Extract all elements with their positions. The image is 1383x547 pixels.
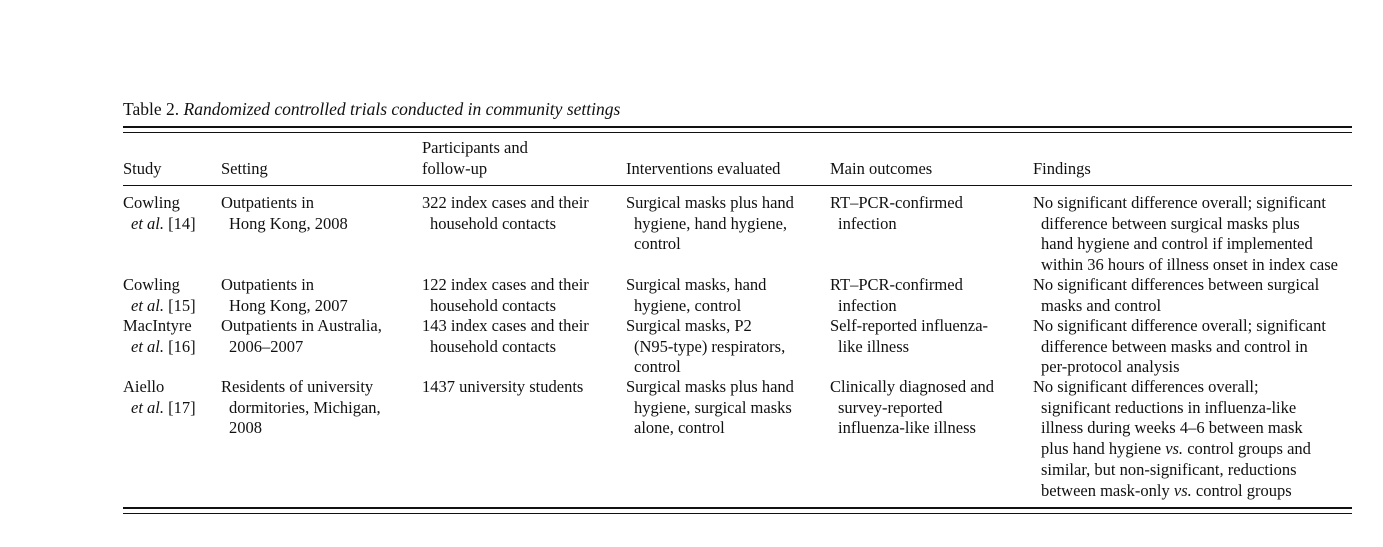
- header-study: Study: [123, 159, 162, 178]
- findings-line: masks and control: [1041, 295, 1162, 315]
- top-rule: [123, 126, 1352, 128]
- header-outcomes: Main outcomes: [830, 159, 933, 178]
- outcomes-line: infection: [838, 213, 897, 233]
- study-ref: [16]: [164, 336, 196, 356]
- findings-text: between mask-only: [1041, 480, 1174, 500]
- row4-study: [123, 377, 196, 418]
- study-ref: [17]: [164, 397, 196, 417]
- interventions-line: (N95-type) respirators,: [634, 336, 786, 356]
- interventions-line: Surgical masks plus hand: [626, 377, 794, 396]
- row2-participants: [422, 275, 589, 316]
- outcomes-line: infection: [838, 295, 897, 315]
- header-setting: Setting: [221, 159, 268, 178]
- interventions-line: Surgical masks plus hand: [626, 193, 794, 212]
- findings-line: significant reductions in influenza-like: [1041, 397, 1297, 417]
- row2-findings: [1033, 275, 1319, 316]
- findings-text: plus hand hygiene: [1041, 439, 1166, 459]
- participants-line: household contacts: [430, 295, 557, 315]
- findings-line: within 36 hours of illness onset in index case: [1041, 255, 1338, 275]
- study-author: Cowling: [123, 275, 180, 294]
- outcomes-line: survey-reported: [838, 397, 943, 417]
- findings-line: similar, but non-significant, reductions: [1041, 459, 1297, 479]
- study-author: MacIntyre: [123, 316, 192, 335]
- study-author: Cowling: [123, 193, 180, 212]
- setting-line: Hong Kong, 2007: [229, 295, 348, 315]
- findings-line: No significant differences overall;: [1033, 377, 1259, 396]
- caption-title: Randomized controlled trials conducted in community settings: [183, 99, 621, 119]
- study-ref: [14]: [164, 213, 196, 233]
- findings-text: control groups and: [1183, 439, 1311, 459]
- interventions-line: Surgical masks, hand: [626, 275, 767, 294]
- participants-line: household contacts: [430, 336, 557, 356]
- row1-study: [123, 193, 196, 234]
- header-findings: Findings: [1033, 159, 1091, 178]
- table-caption: [123, 98, 620, 120]
- interventions-line: hygiene, surgical masks: [634, 397, 792, 417]
- findings-text: control groups: [1191, 480, 1292, 500]
- findings-line: illness during weeks 4–6 between mask: [1041, 418, 1303, 438]
- interventions-line: hygiene, hand hygiene,: [634, 213, 788, 233]
- header-rule: [123, 185, 1352, 186]
- findings-line: difference between masks and control in: [1041, 336, 1308, 356]
- interventions-line: Surgical masks, P2: [626, 316, 752, 335]
- header-interventions: Interventions evaluated: [626, 159, 781, 178]
- setting-line: Outpatients in Australia,: [221, 316, 382, 335]
- outcomes-line: like illness: [838, 336, 910, 356]
- row3-participants: [422, 316, 589, 357]
- findings-line: No significant difference overall; significant: [1033, 193, 1326, 212]
- row1-participants: [422, 193, 589, 234]
- study-etal: et al.: [131, 336, 164, 356]
- findings-vs: vs.: [1165, 439, 1184, 459]
- findings-line: per-protocol analysis: [1041, 357, 1180, 377]
- row1-outcomes: [830, 193, 963, 234]
- row4-outcomes: [830, 377, 994, 439]
- study-etal: et al.: [131, 295, 164, 315]
- row1-interventions: [626, 193, 794, 255]
- findings-line: [1033, 439, 1311, 460]
- study-etal: et al.: [131, 213, 164, 233]
- setting-line: Outpatients in: [221, 275, 315, 294]
- outcomes-line: influenza-like illness: [838, 418, 976, 438]
- findings-vs: vs.: [1173, 480, 1192, 500]
- participants-line: household contacts: [430, 213, 557, 233]
- row3-outcomes: [830, 316, 988, 357]
- row4-setting: [221, 377, 381, 439]
- row2-interventions: [626, 275, 766, 316]
- setting-line: Residents of university: [221, 377, 374, 396]
- setting-line: dormitories, Michigan,: [229, 397, 381, 417]
- findings-line: difference between surgical masks plus: [1041, 213, 1300, 233]
- row2-setting: [221, 275, 348, 316]
- row1-setting: [221, 193, 348, 234]
- interventions-line: hygiene, control: [634, 295, 742, 315]
- caption-label: Table 2.: [123, 99, 180, 119]
- setting-line: 2008: [229, 418, 262, 438]
- row3-setting: [221, 316, 382, 357]
- row4-findings: [1033, 377, 1311, 501]
- study-author: Aiello: [123, 377, 165, 396]
- interventions-line: control: [634, 234, 681, 254]
- findings-line: No significant differences between surgical: [1033, 275, 1320, 294]
- row3-interventions: [626, 316, 785, 378]
- participants-line: 122 index cases and their: [422, 275, 589, 294]
- setting-line: Outpatients in: [221, 193, 315, 212]
- study-ref: [15]: [164, 295, 196, 315]
- row3-findings: [1033, 316, 1326, 378]
- top-rule-thin: [123, 132, 1352, 133]
- interventions-line: control: [634, 357, 681, 377]
- study-etal: et al.: [131, 397, 164, 417]
- findings-line: [1033, 481, 1311, 502]
- row3-study: [123, 316, 196, 357]
- participants-line: 322 index cases and their: [422, 193, 589, 212]
- outcomes-line: RT–PCR-confirmed: [830, 193, 963, 212]
- setting-line: Hong Kong, 2008: [229, 213, 348, 233]
- findings-line: No significant difference overall; significant: [1033, 316, 1326, 335]
- header-participants-line2: follow-up: [422, 159, 488, 178]
- row4-interventions: [626, 377, 794, 439]
- findings-line: hand hygiene and control if implemented: [1041, 234, 1313, 254]
- row1-findings: [1033, 193, 1338, 276]
- interventions-line: alone, control: [634, 418, 725, 438]
- outcomes-line: Clinically diagnosed and: [830, 377, 995, 396]
- outcomes-line: Self-reported influenza-: [830, 316, 989, 335]
- setting-line: 2006–2007: [229, 336, 304, 356]
- header-participants-line1: Participants and: [422, 138, 528, 157]
- participants-line: 143 index cases and their: [422, 316, 589, 335]
- outcomes-line: RT–PCR-confirmed: [830, 275, 963, 294]
- row4-participants: [422, 377, 583, 398]
- row2-study: [123, 275, 196, 316]
- participants-line: 1437 university students: [422, 377, 584, 396]
- bottom-rule: [123, 507, 1352, 509]
- bottom-rule-thin: [123, 513, 1352, 514]
- row2-outcomes: [830, 275, 963, 316]
